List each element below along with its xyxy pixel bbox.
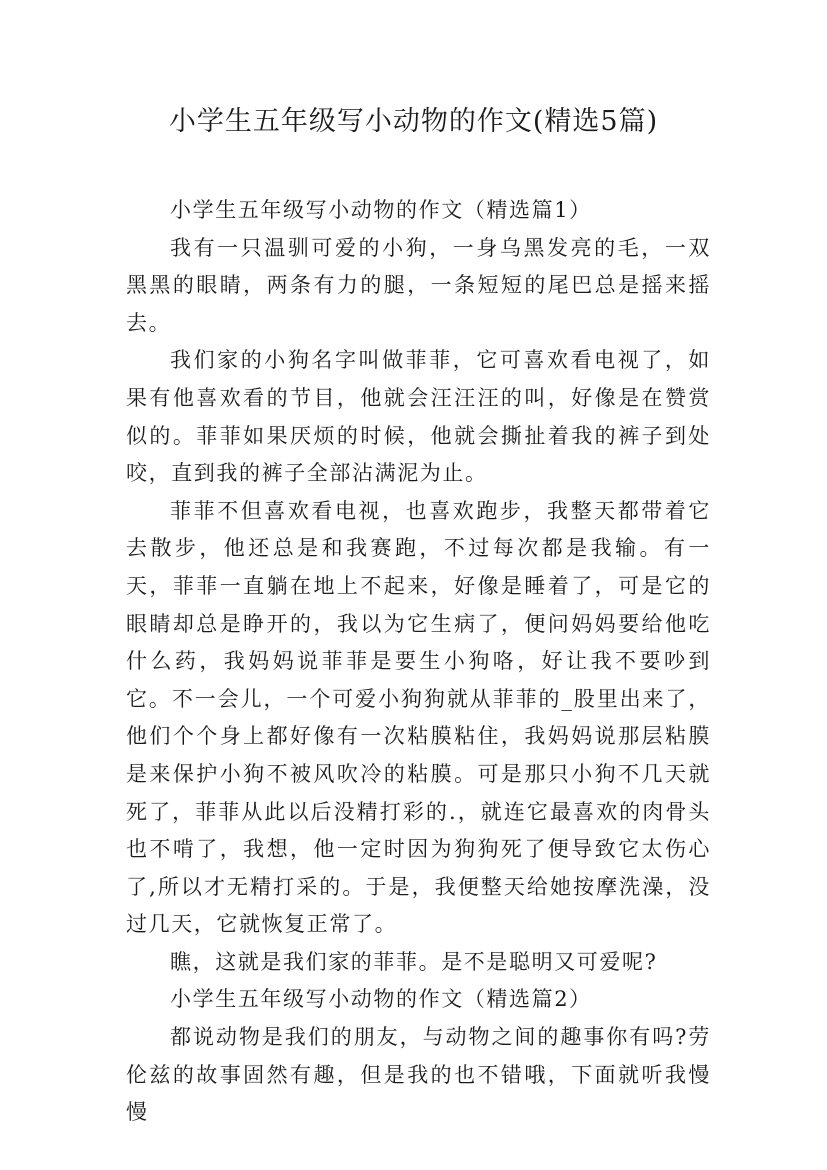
paragraph: 我有一只温驯可爱的小狗，一身乌黑发亮的毛，一双黑黑的眼睛，两条有力的腿，一条短短的尾巴总是摇来摇去。 bbox=[126, 235, 711, 335]
document-body bbox=[126, 192, 711, 1132]
section-heading-1: 小学生五年级写小动物的作文（精选篇1） bbox=[170, 198, 592, 222]
section-heading-2: 小学生五年级写小动物的作文（精选篇2） bbox=[170, 987, 592, 1012]
paragraph: 瞧，这就是我们家的菲菲。是不是聪明又可爱呢? bbox=[170, 949, 658, 974]
paragraph: 我们家的小狗名字叫做菲菲，它可喜欢看电视了，如果有他喜欢看的节目，他就会汪汪汪的叫，好像是在赞赏似的。菲菲如果厌烦的时候，他就会撕扯着我的裤子到处咬，直到我的裤子全部沾满泥为止。 bbox=[126, 348, 711, 486]
paragraph: 都说动物是我们的朋友，与动物之间的趣事你有吗?劳伦兹的故事固然有趣，但是我的也不错哦，下面就听我慢慢 bbox=[126, 1025, 711, 1125]
document-title: 小学生五年级写小动物的作文(精选5篇) bbox=[168, 106, 659, 137]
paragraph: 菲菲不但喜欢看电视，也喜欢跑步，我整天都带着它去散步，他还总是和我赛跑，不过每次都是我输。有一天，菲菲一直躺在地上不起来，好像是睡着了，可是它的眼睛却总是睁开的，我以为它生病了，便问妈妈要给他吃什么药，我妈妈说菲菲是要生小狗咯，好让我不要吵到它。不一会儿，一个可爱小狗狗就从菲菲的_股里出来了，他们个个身上都好像有一次粘膜粘住，我妈妈说那层粘膜是来保护小狗不被风吹冷的粘膜。可是那只小狗不几天就死了，菲菲从此以后没精打彩的.，就连它最喜欢的肉骨头也不啃了，我想，他一定时因为狗狗死了便导致它太伤心了,所以才无精打采的。于是，我便整天给她按摩洗澡，没过几天，它就恢复正常了。 bbox=[126, 498, 711, 937]
